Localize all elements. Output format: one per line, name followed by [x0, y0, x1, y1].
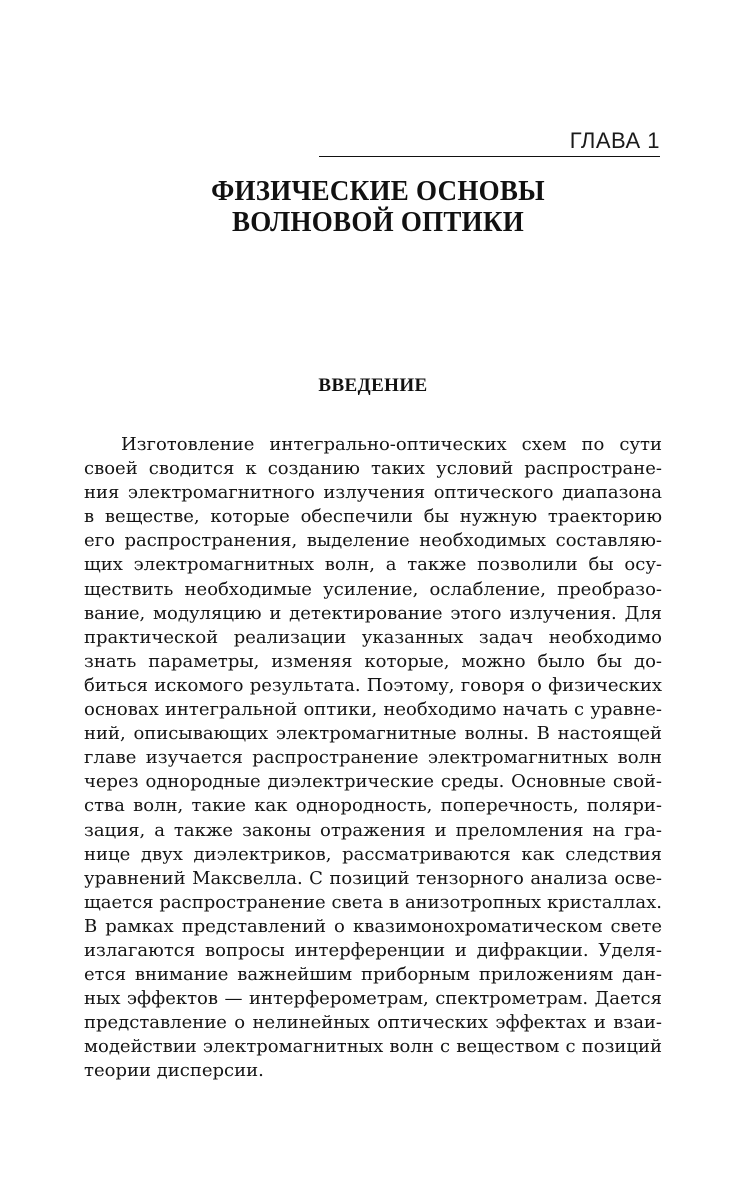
body-line: теории дисперсии. — [84, 1060, 264, 1082]
chapter-title-line-2: ВОЛНОВОЙ ОПТИКИ — [231, 206, 524, 238]
body-line: через однородные диэлектрические среды. Основные свой- — [84, 771, 662, 793]
body-line: главе изучается распространение электромагнитных волн — [84, 747, 662, 769]
body-line: ний, описывающих электромагнитные волны. В настоящей — [84, 723, 662, 745]
body-line: ществить необходимые усиление, ослабление, преобразо- — [84, 578, 662, 600]
body-line: щих электромагнитных волн, а также позволили бы осу- — [84, 554, 662, 576]
body-line: биться искомого результата. Поэтому, говоря о физических — [84, 674, 662, 696]
body-line: знать параметры, изменяя которые, можно было бы до- — [84, 650, 662, 672]
body-line: ется внимание важнейшим приборным приложениям дан- — [84, 964, 662, 986]
section-heading: ВВЕДЕНИЕ — [318, 375, 428, 396]
chapter-title — [26, 176, 729, 238]
body-line: его распространения, выделение необходимых составляю- — [84, 530, 662, 552]
body-line: представление о нелинейных оптических эффектах и взаи- — [84, 1012, 662, 1034]
body-line: ства волн, такие как однородность, поперечность, поляри- — [84, 795, 662, 817]
body-line: В рамках представлений о квазимонохроматическом свете — [84, 915, 662, 937]
body-line: своей сводится к созданию таких условий распростране- — [84, 458, 662, 480]
body-line: в веществе, которые обеспечили бы нужную траекторию — [84, 506, 662, 528]
body-line: Изготовление интегрально-оптических схем по сути — [121, 434, 662, 455]
body-line: нице двух диэлектриков, рассматриваются как следствия — [84, 843, 662, 865]
body-line: модействии электромагнитных волн с веществом с позиций — [84, 1036, 662, 1058]
body-line: вание, модуляцию и детектирование этого излучения. Для — [84, 602, 662, 624]
body-line: зация, а также законы отражения и преломления на гра- — [84, 819, 662, 841]
body-line: уравнений Максвелла. С позиций тензорного анализа осве- — [84, 867, 662, 889]
body-line: практической реализации указанных задач необходимо — [84, 626, 662, 648]
body-line: основах интегральной оптики, необходимо начать с уравне- — [84, 699, 662, 721]
body-paragraph — [84, 433, 662, 1084]
body-line: ния электромагнитного излучения оптического диапазона — [84, 482, 662, 504]
body-line: ных эффектов — интерферометрам, спектрометрам. Дается — [84, 988, 662, 1010]
chapter-label: ГЛАВА 1 — [569, 128, 660, 153]
chapter-rule — [319, 156, 660, 157]
chapter-title-line-1: ФИЗИЧЕСКИЕ ОСНОВЫ — [211, 175, 545, 207]
body-line: щается распространение света в анизотропных кристаллах. — [84, 891, 662, 913]
body-line: излагаются вопросы интерференции и дифракции. Уделя- — [84, 939, 662, 961]
